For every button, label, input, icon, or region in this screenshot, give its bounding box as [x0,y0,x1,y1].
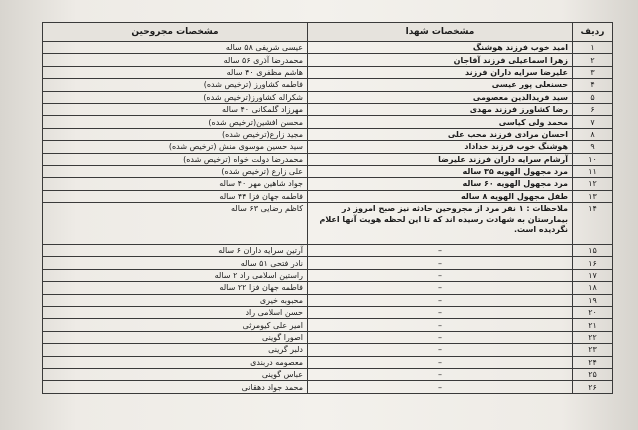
header-martyrs: مشخصات شهدا [308,23,573,42]
martyr-cell-empty: – [308,319,573,331]
row-number: ۵ [573,91,613,103]
remarks-cell: ملاحظات : ۱ نفر مرد از مجروحین حادثه نیز صبح امروز در بیمارستان به شهادت رسیده اند که تا این لحظه هویت آنها اعلام نگردیده است. [308,203,573,245]
injured-cell: حسن اسلامی راد [43,307,308,319]
table-row [43,79,613,91]
row-number: ۳ [573,66,613,78]
row-number: ۱۶ [573,257,613,269]
martyr-cell-empty: – [308,331,573,343]
injured-cell: فاطمه جهان فزا ۲۲ ساله [43,282,308,294]
row-number: ۱ [573,42,613,54]
table-row [43,331,613,343]
injured-cell: مهرزاد گلمکانی ۴۰ ساله [43,103,308,115]
table-row [43,307,613,319]
table-row [43,91,613,103]
table-row [43,344,613,356]
row-number: ۴ [573,79,613,91]
table-row [43,319,613,331]
injured-cell: فاطمه کشاورز (ترخیص شده) [43,79,308,91]
table-row [43,165,613,177]
martyr-cell-empty: – [308,282,573,294]
martyr-cell-empty: – [308,257,573,269]
row-number: ۱۹ [573,294,613,306]
injured-cell: کاظم رضایی ۶۳ ساله [43,203,308,245]
table-row [43,269,613,281]
injured-cell: هاشم مظفری ۴۰ ساله [43,66,308,78]
header-row-number: ردیف [573,23,613,42]
table-row [43,356,613,368]
injured-cell: راستین اسلامی راد ۲ ساله [43,269,308,281]
row-number: ۲۶ [573,381,613,393]
martyr-cell-empty: – [308,294,573,306]
table-row [43,103,613,115]
row-number: ۱۸ [573,282,613,294]
martyr-cell: احسان مرادی فرزند محب علی [308,128,573,140]
martyr-cell: علیرضا سرایه داران فرزند [308,66,573,78]
table-row [43,116,613,128]
table-row [43,282,613,294]
row-number: ۱۷ [573,269,613,281]
table-row [43,294,613,306]
injured-cell: عیسی شریفی ۵۸ ساله [43,42,308,54]
injured-cell: علی زارع (ترخیص شده) [43,165,308,177]
martyr-cell: سید فریدالدین معصومی [308,91,573,103]
martyr-cell-empty: – [308,245,573,257]
row-number: ۲۲ [573,331,613,343]
injured-cell: مجید زارع(ترخیص شده) [43,128,308,140]
injured-cell: نادر فتحی ۵۱ ساله [43,257,308,269]
injured-cell: جواد شاهین مهر ۴۰ ساله [43,178,308,190]
martyr-cell: حسنعلی پور عیسی [308,79,573,91]
injured-cell: سید حسین موسوی منش (ترخیص شده) [43,141,308,153]
table-row [43,42,613,54]
row-number: ۲۳ [573,344,613,356]
row-number: ۶ [573,103,613,115]
table-row [43,368,613,380]
table-row [43,128,613,140]
injured-cell: اصورا گوینی [43,331,308,343]
martyr-cell-empty: – [308,356,573,368]
martyr-cell: طفل مجهول الهویه ۸ ساله [308,190,573,202]
row-number: ۸ [573,128,613,140]
martyr-cell-empty: – [308,344,573,356]
row-number: ۱۳ [573,190,613,202]
martyr-cell: زهرا اسماعیلی فرزند آقاجان [308,54,573,66]
table-row [43,178,613,190]
row-number: ۲۵ [573,368,613,380]
row-number: ۲۰ [573,307,613,319]
martyr-cell: آرشام سرایه داران فرزند علیرضا [308,153,573,165]
injured-cell: شکراله کشاورز(ترخیص شده) [43,91,308,103]
row-number: ۱۰ [573,153,613,165]
injured-cell: معصومه دربندی [43,356,308,368]
casualty-table [42,22,613,394]
martyr-cell-empty: – [308,307,573,319]
row-number: ۱۱ [573,165,613,177]
injured-cell: فاطمه جهان فزا ۴۴ ساله [43,190,308,202]
row-number: ۱۲ [573,178,613,190]
injured-cell: عباس گوینی [43,368,308,380]
martyr-cell: هوشنگ خوب فرزند خداداد [308,141,573,153]
table-row [43,381,613,393]
injured-cell: دلبر گرینی [43,344,308,356]
injured-cell: امیر علی کیومرثی [43,319,308,331]
table-row [43,257,613,269]
table-row [43,190,613,202]
injured-cell: محمد جواد دهقانی [43,381,308,393]
martyr-cell-empty: – [308,269,573,281]
row-number: ۱۵ [573,245,613,257]
remarks-row [43,203,613,245]
martyr-cell: مرد مجهول الهویه ۶۰ ساله [308,178,573,190]
row-number: ۲ [573,54,613,66]
martyr-cell: مرد مجهول الهویه ۳۵ ساله [308,165,573,177]
row-number: ۲۴ [573,356,613,368]
table-row [43,54,613,66]
row-number: ۹ [573,141,613,153]
row-number: ۷ [573,116,613,128]
injured-cell: آرتین سرایه داران ۶ ساله [43,245,308,257]
martyr-cell-empty: – [308,368,573,380]
row-number: ۱۴ [573,203,613,245]
header-row [43,23,613,42]
table-row [43,66,613,78]
injured-cell: محمدرضا آذری ۵۶ ساله [43,54,308,66]
injured-cell: محبوبه خیری [43,294,308,306]
injured-cell: محمدرضا دولت خواه (ترخیص شده) [43,153,308,165]
row-number: ۲۱ [573,319,613,331]
table-row [43,141,613,153]
header-injured: مشخصات مجروحین [43,23,308,42]
injured-cell: محسن افشین(ترخیص شده) [43,116,308,128]
table-row [43,245,613,257]
martyr-cell-empty: – [308,381,573,393]
martyr-cell: امید خوب فرزند هوشنگ [308,42,573,54]
martyr-cell: محمد ولی کیاسی [308,116,573,128]
table-row [43,153,613,165]
martyr-cell: رضا کشاورز فرزند مهدی [308,103,573,115]
